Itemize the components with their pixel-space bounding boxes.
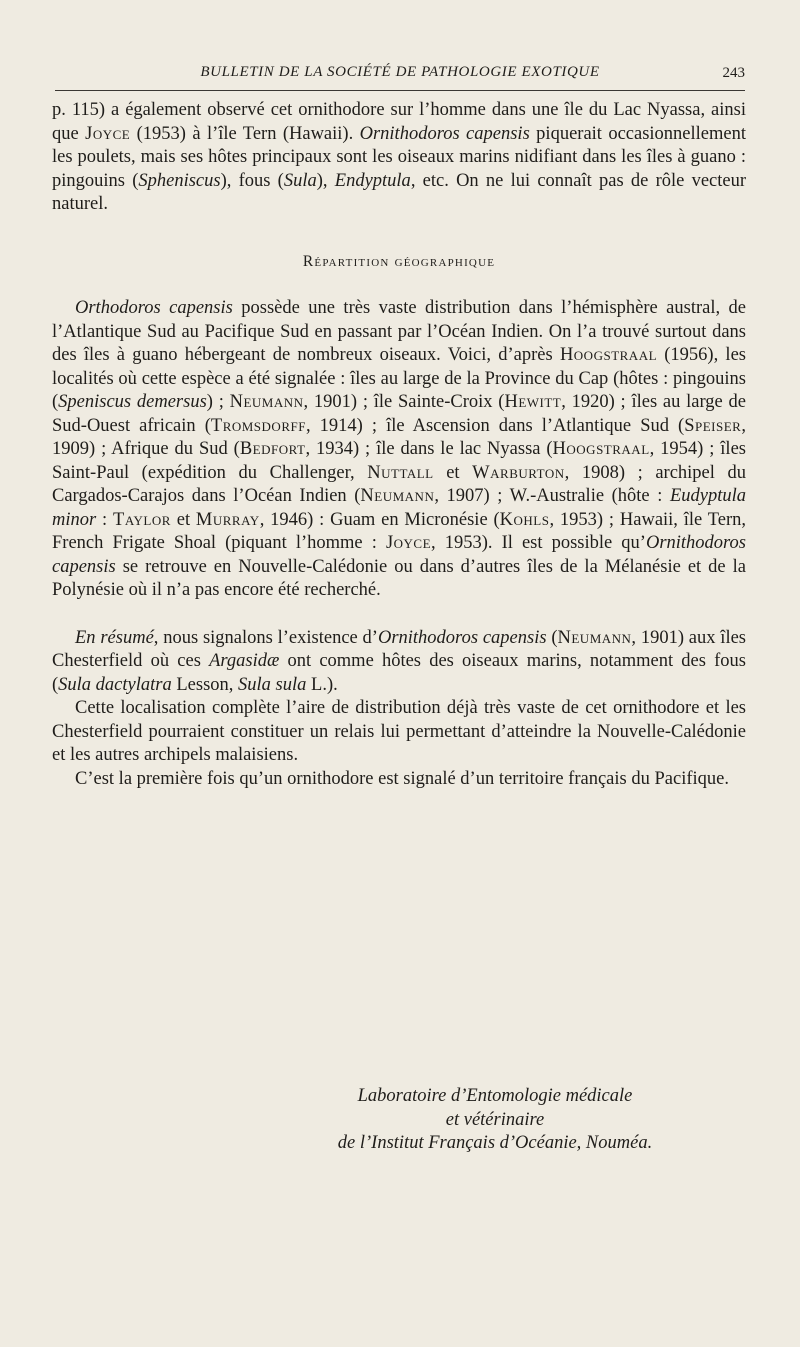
species-name: Ornithodoros capensis: [359, 123, 530, 144]
page-number: 243: [722, 65, 745, 81]
species-name: Orthodoros capensis: [75, 298, 233, 318]
paragraph-3: En résumé, nous signalons l’existence d’Ornithodoros capensis (Neumann, 1901) aux îles Chesterfield où ces Argasidæ ont comme hôtes des oiseaux marins, notamment des fous (Sula dactylatra Lesson, Sula sula L.).: [52, 627, 746, 695]
author-name: Joyce: [85, 123, 131, 144]
signature-line-3: de l’Institut Français d’Océanie, Nouméa.: [337, 1133, 653, 1153]
signature-line-1: Laboratoire d’Entomologie médicale: [357, 1086, 633, 1106]
paragraph-1: p. 115) a également observé cet ornithodore sur l’homme dans une île du Lac Nyassa, ainsi que Joyce (1953) à l’île Tern (Hawaii). Ornithodoros capensis piquerait occasionnellement les poulets, mais ses hôtes principaux sont les oiseaux marins nidifiant dans les îles à guano : pingouins (Spheniscus), fous (Sula), Endyptula, etc. On ne lui connaît pas de rôle vecteur naturel.: [52, 100, 747, 214]
signature-block: [225, 1085, 765, 1156]
article-body: [52, 99, 746, 791]
signature-line-2: et vétérinaire: [445, 1109, 545, 1130]
paragraph-2: Orthodoros capensis possède une très vaste distribution dans l’hémisphère austral, de l’Atlantique Sud au Pacifique Sud en passant par l’Océan Indien. On l’a trouvé surtout dans des îles à guano hébergeant de nombreux oiseaux. Voici, d’après Hoogstraal (1956), les localités où cette espèce a été signalée : îles au large de la Province du Cap (hôtes : pingouins (Speniscus demersus) ; Neumann, 1901) ; île Sainte-Croix (Hewitt, 1920) ; îles au large de Sud-Ouest africain (Tromsdorff, 1914) ; île Ascension dans l’Atlantique Sud (Speiser, 1909) ; Afrique du Sud (Bedfort, 1934) ; île dans le lac Nyassa (Hoogstraal, 1954) ; îles Saint-Paul (expédition du Challenger, Nuttall et Warburton, 1908) ; archipel du Cargados-Carajos dans l’Océan Indien (Neumann, 1907) ; W.-Australie (hôte : Eudyptula minor : Taylor et Murray, 1946) : Guam en Micronésie (Kohls, 1953) ; Hawaii, île Tern, French Frigate Shoal (piquant l’homme : Joyce, 1953). Il est possible qu’Ornithodoros capensis se retrouve en Nouvelle-Calédonie ou dans d’autres îles de la Mélanésie et de la Polynésie où il n’a pas encore été recherché.: [52, 298, 747, 600]
paragraph-4: Cette localisation complète l’aire de distribution déjà très vaste de cet ornithodore et les Chesterfield pourraient constituer un relais lui permettant d’atteindre la Nouvelle-Calédonie et les autres archipels malaisiens.: [52, 698, 746, 765]
paragraph-5: C’est la première fois qu’un ornithodore est signalé d’un territoire français du Pacifique.: [75, 768, 729, 789]
running-header: [55, 60, 745, 91]
running-title: BULLETIN DE LA SOCIÉTÉ DE PATHOLOGIE EXOTIQUE: [200, 64, 600, 80]
section-heading: Répartition géographique: [302, 252, 496, 270]
